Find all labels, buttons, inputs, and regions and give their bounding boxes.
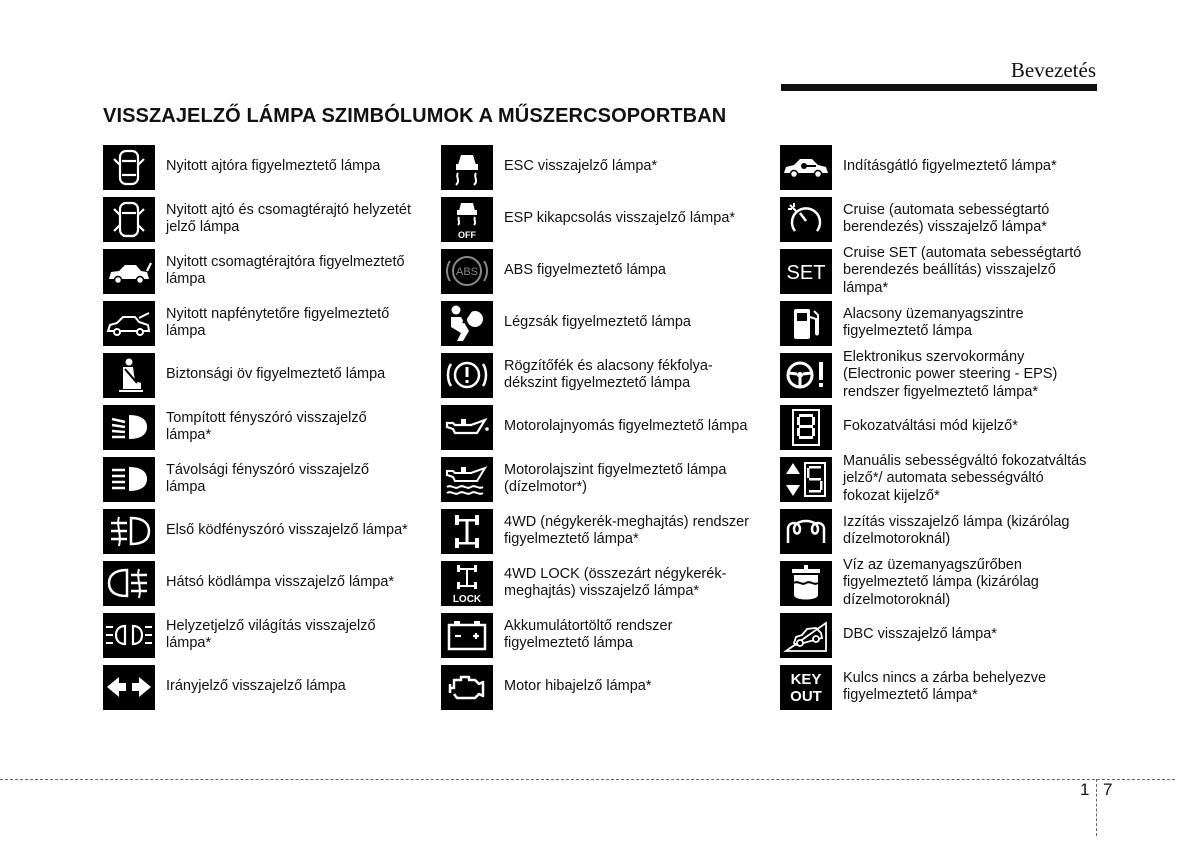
brake-warning-icon: [441, 353, 493, 398]
open-sunroof-icon: [103, 301, 155, 346]
list-item-label: Helyzetjelző világítás visszajelző lámpa*: [166, 617, 376, 651]
list-item: [780, 141, 1110, 193]
manual-shift-icon: [780, 457, 832, 502]
glow-plug-icon: [780, 509, 832, 554]
list-item: [780, 557, 1110, 609]
open-trunk-icon: [103, 249, 155, 294]
key-out-line-2: OUT: [790, 687, 822, 705]
open-door-trunk-icon: [103, 197, 155, 242]
list-item: [780, 401, 1110, 453]
list-item: [103, 609, 433, 661]
list-item-label: Cruise SET (automata sebességtartó berendezés beállítás) visszajelző lámpa*: [843, 244, 1082, 296]
list-item-label: Akkumulátortöltő rendszer figyelmeztető lámpa: [504, 617, 673, 651]
list-item-label: Nyitott ajtó és csomagtérajtó helyzetét jelző lámpa: [166, 201, 412, 235]
footer-dashed-rule: [0, 779, 1175, 780]
list-item: [103, 557, 433, 609]
list-item: [441, 557, 771, 609]
esp-off-icon: [441, 197, 493, 242]
list-item-label: ESP kikapcsolás visszajelző lámpa*: [504, 210, 736, 227]
list-item-label: Fokozatváltási mód kijelző*: [843, 418, 1018, 435]
front-fog-icon: [103, 509, 155, 554]
list-item-label: Kulcs nincs a zárba behelyezve figyelmeztető lámpa*: [843, 669, 1047, 703]
list-item: [441, 453, 771, 505]
oil-level-icon: [441, 457, 493, 502]
list-item-label: Cruise (automata sebességtartó berendezés) visszajelző lámpa*: [843, 201, 1050, 235]
list-item-label: ABS figyelmeztető lámpa: [504, 262, 666, 279]
esp-off-text: OFF: [458, 229, 476, 240]
list-item: [441, 297, 771, 349]
column-1: [103, 141, 433, 713]
turn-signal-icon: [103, 665, 155, 710]
footer-dashed-divider: [1096, 779, 1097, 836]
list-item: [441, 245, 771, 297]
list-item-label: Indításgátló figyelmeztető lámpa*: [843, 158, 1057, 175]
chapter-number: 1: [1080, 780, 1090, 799]
list-item-label: Első ködfényszóró visszajelző lámpa*: [166, 522, 408, 539]
seat-belt-icon: [103, 353, 155, 398]
dbc-icon: [780, 613, 832, 658]
list-item-label: Motorolajnyomás figyelmeztető lámpa: [504, 418, 748, 435]
eps-icon: [780, 353, 832, 398]
list-item-label: Alacsony üzemanyagszintre figyelmeztető lámpa: [843, 305, 1024, 339]
list-item: [103, 505, 433, 557]
column-3: [780, 141, 1110, 713]
list-item: [780, 661, 1110, 713]
abs-icon: [441, 249, 493, 294]
list-item-label: 4WD (négykerék-meghajtás) rendszer figyelmeztető lámpa*: [504, 513, 749, 547]
oil-pressure-icon: [441, 405, 493, 450]
open-door-icon: [103, 145, 155, 190]
list-item-label: Irányjelző visszajelző lámpa: [166, 678, 346, 695]
list-item: [441, 401, 771, 453]
section-title: VISSZAJELZŐ LÁMPA SZIMBÓLUMOK A MŰSZERCSOPORTBAN: [103, 105, 727, 127]
list-item: [780, 349, 1110, 401]
list-item: [441, 505, 771, 557]
list-item-label: Nyitott csomagtérajtóra figyelmeztető lámpa: [166, 253, 405, 287]
position-light-icon: [103, 613, 155, 658]
cruise-set-text: SET: [786, 261, 826, 284]
list-item: [103, 245, 433, 297]
list-item: [441, 349, 771, 401]
list-item-label: Víz az üzemanyagszűrőben figyelmeztető lámpa (kizárólag dízelmotoroknál): [843, 556, 1039, 608]
list-item: [103, 193, 433, 245]
list-item: [780, 297, 1110, 349]
key-out-text: [790, 671, 822, 705]
list-item-label: ESC visszajelző lámpa*: [504, 158, 658, 175]
list-item: [441, 609, 771, 661]
high-beam-icon: [103, 457, 155, 502]
cruise-icon: [780, 197, 832, 242]
list-item: [780, 453, 1110, 505]
key-out-line-1: KEY: [790, 670, 822, 688]
list-item: [780, 609, 1110, 661]
abs-text: ABS: [455, 265, 479, 278]
list-item: [780, 245, 1110, 297]
list-item-label: Motor hibajelző lámpa*: [504, 678, 652, 695]
list-item: [780, 193, 1110, 245]
list-item-label: Távolsági fényszóró visszajelző lámpa: [166, 461, 370, 495]
list-item-label: Nyitott ajtóra figyelmeztető lámpa: [166, 158, 381, 175]
immobilizer-icon: [780, 145, 832, 190]
header-rule: [781, 84, 1097, 91]
list-item: [103, 453, 433, 505]
page-header-title: Bevezetés: [1010, 58, 1096, 82]
list-item-label: Elektronikus szervokormány (Electronic power steering - EPS) rendszer figyelmeztető lámpa*: [843, 348, 1058, 400]
page-number: 7: [1103, 780, 1113, 799]
rear-fog-icon: [103, 561, 155, 606]
low-fuel-icon: [780, 301, 832, 346]
list-item-label: DBC visszajelző lámpa*: [843, 626, 997, 643]
list-item-label: 4WD LOCK (összezárt négykerék- meghajtás) visszajelző lámpa*: [504, 565, 727, 599]
list-item: [103, 297, 433, 349]
list-item-label: Izzítás visszajelző lámpa (kizárólag dízelmotoroknál): [843, 513, 1070, 547]
list-item: [441, 141, 771, 193]
list-item-label: Légzsák figyelmeztető lámpa: [504, 314, 691, 331]
water-in-fuel-icon: [780, 561, 832, 606]
esc-icon: [441, 145, 493, 190]
engine-check-icon: [441, 665, 493, 710]
list-item-label: Motorolajszint figyelmeztető lámpa (dízelmotor*): [504, 461, 727, 495]
list-item: [103, 349, 433, 401]
list-item-label: Tompított fényszóró visszajelző lámpa*: [166, 409, 367, 443]
airbag-icon: [441, 301, 493, 346]
column-2: [441, 141, 771, 713]
list-item: [441, 661, 771, 713]
4wd-lock-icon: [441, 561, 493, 606]
list-item: [103, 141, 433, 193]
list-item-label: Biztonsági öv figyelmeztető lámpa: [166, 366, 386, 383]
low-beam-icon: [103, 405, 155, 450]
list-item-label: Hátsó ködlámpa visszajelző lámpa*: [166, 574, 395, 591]
key-out-icon: [780, 665, 832, 710]
list-item: [103, 401, 433, 453]
gear-display-icon: [780, 405, 832, 450]
4wd-lock-text: LOCK: [452, 593, 482, 605]
list-item: [780, 505, 1110, 557]
4wd-icon: [441, 509, 493, 554]
list-item: [103, 661, 433, 713]
list-item-label: Manuális sebességváltó fokozatváltás jelző*/ automata sebességváltó fokozat kijelző*: [843, 452, 1087, 504]
list-item: [441, 193, 771, 245]
list-item-label: Rögzítőfék és alacsony fékfolya- dékszint figyelmeztető lámpa: [504, 357, 713, 391]
battery-icon: [441, 613, 493, 658]
cruise-set-icon: [780, 249, 832, 294]
list-item-label: Nyitott napfénytetőre figyelmeztető lámpa: [166, 305, 390, 339]
